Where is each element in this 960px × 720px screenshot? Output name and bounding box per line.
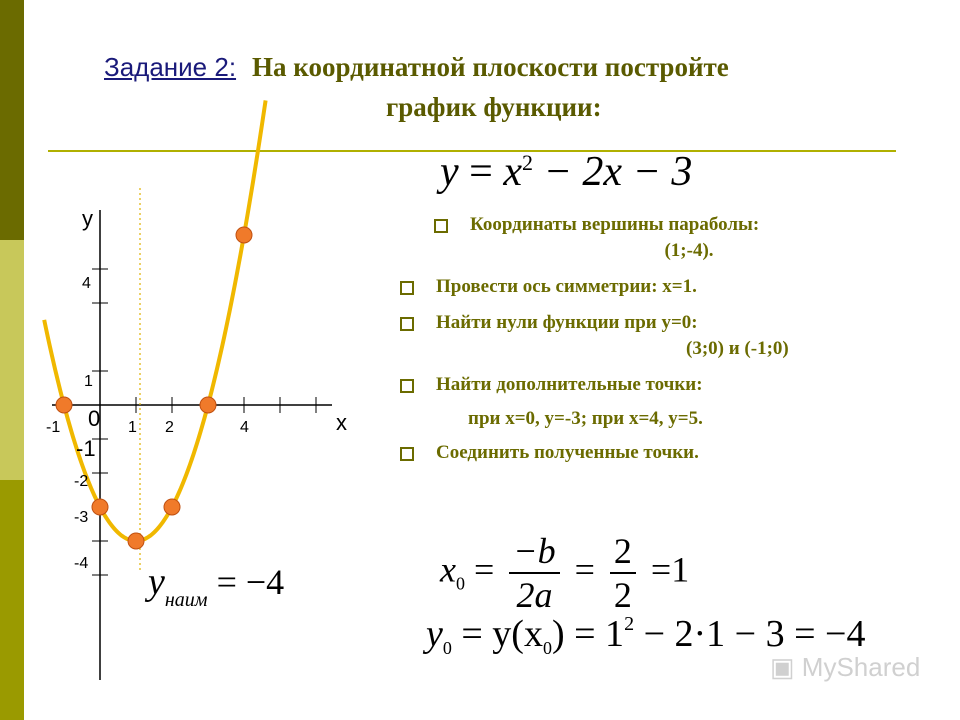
- watermark: ▣ MyShared: [770, 652, 921, 682]
- point-marker: [200, 397, 216, 413]
- point-marker: [56, 397, 72, 413]
- step-connect: Соединить полученные точки.: [398, 440, 908, 466]
- step-zeros: Найти нули функции при y=0: (3;0) и (-1;0): [398, 310, 908, 362]
- vertex-y-formula: $y_0 = y(x_0) = 1^2 - 2\cdot 1 - 3 = -4$: [426, 613, 866, 658]
- y-tick-label: 1: [84, 373, 93, 390]
- axes: [52, 188, 332, 680]
- y-tick-label: -2: [74, 473, 89, 490]
- y-axis-label: y: [82, 206, 93, 231]
- step-vertex: Координаты вершины параболы: (1;-4).: [398, 212, 908, 264]
- y-tick-label: 4: [82, 275, 91, 292]
- vertex-x-formula: $x_0$ = $\frac{-b}{2a}$ = $\frac{2}{2}$ =1: [440, 531, 690, 615]
- min-value-label: $y_{наим} = -4$: [148, 561, 285, 611]
- origin-label: 0: [88, 406, 101, 431]
- point-marker: [164, 499, 180, 515]
- x-tick-label: 4: [240, 419, 249, 436]
- y-tick-label: -4: [74, 555, 89, 572]
- point-marker: [236, 227, 252, 243]
- point-marker: [92, 499, 108, 515]
- function-formula: $y = x^2 - 2x - 3$: [440, 149, 693, 195]
- x-tick-label: 2: [165, 419, 174, 436]
- x-tick-label: 1: [128, 419, 137, 436]
- step-extra-points: Найти дополнительные точки: при x=0, y=-3; при x=4, y=5.: [398, 372, 908, 432]
- task-link[interactable]: Задание 2:: [104, 52, 237, 82]
- x-axis-label: x: [336, 410, 347, 435]
- y-tick-label: -3: [74, 509, 89, 526]
- step-axis: Провести ось симметрии: x=1.: [398, 274, 908, 300]
- title-line-2: график функции:: [386, 92, 602, 122]
- x-tick-label: -1: [46, 419, 61, 436]
- point-marker: [128, 533, 144, 549]
- title-line-1: На координатной плоскости постройте: [252, 52, 729, 82]
- y-tick-label: -1: [76, 436, 96, 461]
- axis-labels: [46, 206, 347, 572]
- ticks: [64, 269, 316, 575]
